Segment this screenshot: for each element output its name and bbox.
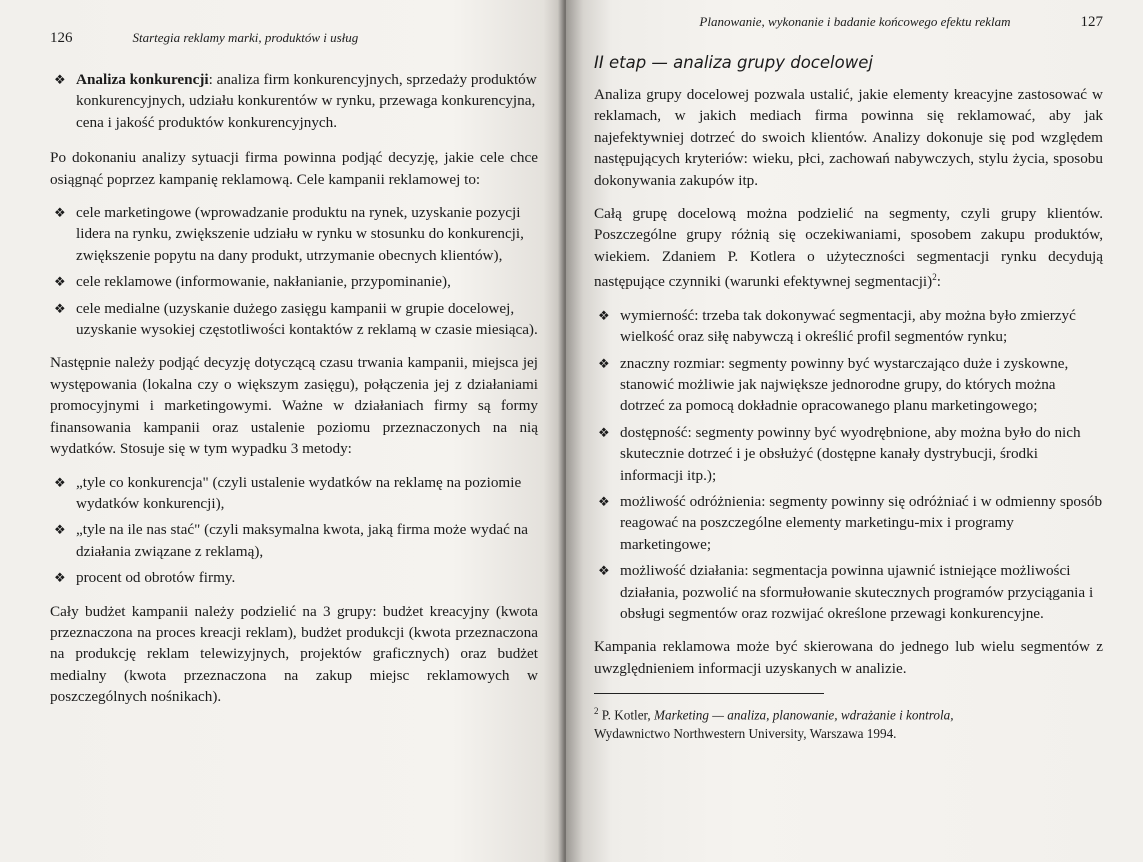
campaign-goals-list: [50, 202, 538, 340]
diamond-bullet-icon: ❖: [54, 300, 66, 316]
page-number: 127: [1080, 14, 1103, 30]
list-item-text: dostępność: segmenty powinny być wyodrębnione, aby można było do nich skutecznie dotrzeć i je obsłużyć (dostępne kanały dystrybucji, środki informacji itp.);: [620, 423, 1081, 484]
paragraph: [594, 203, 1103, 293]
diamond-bullet-icon: ❖: [54, 274, 66, 290]
footnote-author: P. Kotler,: [601, 707, 651, 723]
diamond-bullet-icon: ❖: [598, 493, 610, 509]
section-heading: II etap — analiza grupy docelowej: [594, 53, 873, 72]
list-item: [50, 202, 538, 266]
list-item: [50, 298, 538, 341]
list-item: [50, 567, 538, 588]
term-definition: : analiza firm konkurencyjnych, sprzedaży produktów konkurencyjnych, udziału konkurentów w rynku, przewaga konkurencyjna, cena i jakość produktów konkurencyjnych.: [76, 71, 537, 131]
running-head-title: Planowanie, wykonanie i badanie końcowego efektu reklam: [699, 14, 1011, 29]
footnote: [594, 702, 1103, 742]
list-item-text: cele reklamowe (informowanie, nakłanianie, przypominanie),: [76, 273, 451, 291]
diamond-bullet-icon: ❖: [54, 522, 66, 538]
list-item-text: procent od obrotów firmy.: [76, 569, 236, 587]
list-item-text: „tyle co konkurencja" (czyli ustalenie wydatków na reklamę na poziomie wydatków konkurencji),: [76, 473, 522, 512]
running-head-title: Startegia reklamy marki, produktów i usług: [132, 30, 359, 45]
list-item-text: znaczny rozmiar: segmenty powinny być wystarczająco duże i zyskowne, stanowić możliwie jak największe jednorodne grupy, do których można dotrzeć za pomocą dokładnie opracowanego planu marketingowego;: [620, 354, 1069, 415]
footnote-title: Marketing — analiza, planowanie, wdrażanie i kontrola,: [654, 707, 954, 723]
list-item: [594, 305, 1103, 348]
paragraph: Po dokonaniu analizy sytuacji firma powinna podjąć decyzję, jakie cele chce osiągnąć poprzez kampanię reklamową. Cele kampanii reklamowej to:: [50, 149, 538, 188]
list-item: [50, 271, 538, 292]
diamond-bullet-icon: ❖: [54, 570, 66, 586]
paragraph: Kampania reklamowa może być skierowana do jednego lub wielu segmentów z uwzględnieniem informacji uzyskanych w analizie.: [594, 638, 1103, 677]
left-page: [0, 0, 566, 862]
list-item-text: cele marketingowe (wprowadzanie produktu na rynek, uzyskanie pozycji lidera na rynku, zwiększenie udziału w rynku w stosunku do konkurencji, zwiększenie popytu na dany produkt, utrzymanie obecnych klientów),: [76, 204, 524, 264]
list-item: [594, 560, 1103, 624]
diamond-bullet-icon: ❖: [598, 424, 610, 440]
right-page: [566, 0, 1143, 862]
footnote-divider: [594, 693, 824, 694]
list-item-text: „tyle na ile nas stać" (czyli maksymalna kwota, jaką firma może wydać na działania związane z reklamą),: [76, 521, 528, 560]
footnote-number: 2: [594, 706, 599, 717]
diamond-bullet-icon: ❖: [54, 72, 66, 87]
list-item-text: możliwość działania: segmentacja powinna ujawnić istniejące możliwości działania, pozwolić na sformułowanie skutecznych programów przyciągania i obsługi segmentów oraz rozwijać określone przewagi konkurencyjne.: [620, 562, 1094, 622]
page-number: 126: [50, 30, 73, 46]
footnote-reference[interactable]: 2: [932, 272, 937, 283]
competition-analysis-list: [50, 69, 538, 133]
footnote-publisher: Wydawnictwo Northwestern University, Warszawa 1994.: [594, 725, 897, 741]
diamond-bullet-icon: ❖: [54, 205, 66, 221]
list-item: [594, 491, 1103, 555]
paragraph-text: :: [936, 273, 941, 291]
diamond-bullet-icon: ❖: [54, 474, 66, 490]
term-label: Analiza konkurencji: [76, 71, 209, 88]
right-running-header: [594, 8, 1103, 31]
paragraph: Cały budżet kampanii należy podzielić na 3 grupy: budżet kreacyjny (kwota przeznaczona na proces kreacji reklam), budżet produkcji (kwota przeznaczona na produkcję reklam telewizyjnych, projektów graficznych) oraz budżet medialny (kwota przeznaczona na zakup miejsc reklamowych w poszczególnych nośnikach).: [50, 602, 538, 706]
list-item: [594, 353, 1103, 417]
diamond-bullet-icon: ❖: [598, 307, 610, 323]
left-running-header: [50, 30, 538, 47]
list-item-text: wymierność: trzeba tak dokonywać segmentacji, aby można było zmierzyć wielkość oraz siłę nabywczą i określić profil segmentów rynku;: [620, 306, 1076, 346]
segmentation-criteria-list: [594, 305, 1103, 625]
budget-methods-list: [50, 472, 538, 589]
list-item: [50, 519, 538, 562]
list-item: [50, 472, 538, 515]
list-item-text: cele medialne (uzyskanie dużego zasięgu kampanii w grupie docelowej, uzyskanie wysokiej częstotliwości kontaktów z reklamą w czasie miesiąca).: [76, 299, 538, 339]
paragraph-text: Całą grupę docelową można podzielić na segmenty, czyli grupy klientów. Poszczególne grupy różnią się oczekiwaniami, sposobem zakupu produktów, wiekiem. Zdaniem P. Kotlera o użyteczności segmentacji rynku decydują następujące czynniki (warunki efektywnej segmentacji): [594, 205, 1103, 291]
paragraph: Analiza grupy docelowej pozwala ustalić, jakie elementy kreacyjne zastosować w reklamach, w jakich mediach firma powinna się reklamować, aby jak najefektywniej dotrzeć do swoich klientów. Analizy dokonuje się pod względem następujących kryteriów: wieku, płci, zachowań nabywczych, stylu życia, sposobu dokonywania zakupów itp.: [594, 86, 1103, 189]
diamond-bullet-icon: ❖: [598, 355, 610, 371]
list-item: [50, 69, 538, 133]
paragraph: Następnie należy podjąć decyzję dotyczącą czasu trwania kampanii, miejsca jej występowania (lokalna czy o większym zasięgu), połączenia jej z działaniami promocyjnymi i marketingowymi. Ważne w działaniach firmy są formy finansowania kampanii oraz ustalenie poziomu przeznaczonych na nią wydatków. Stosuje się w tym wypadku 3 metody:: [50, 354, 538, 458]
diamond-bullet-icon: ❖: [598, 563, 610, 579]
list-item-text: możliwość odróżnienia: segmenty powinny się odróżniać i w odmienny sposób reagować na poszczególne elementy marketingu-mix i programy marketingowe;: [620, 492, 1103, 553]
list-item: [594, 422, 1103, 486]
